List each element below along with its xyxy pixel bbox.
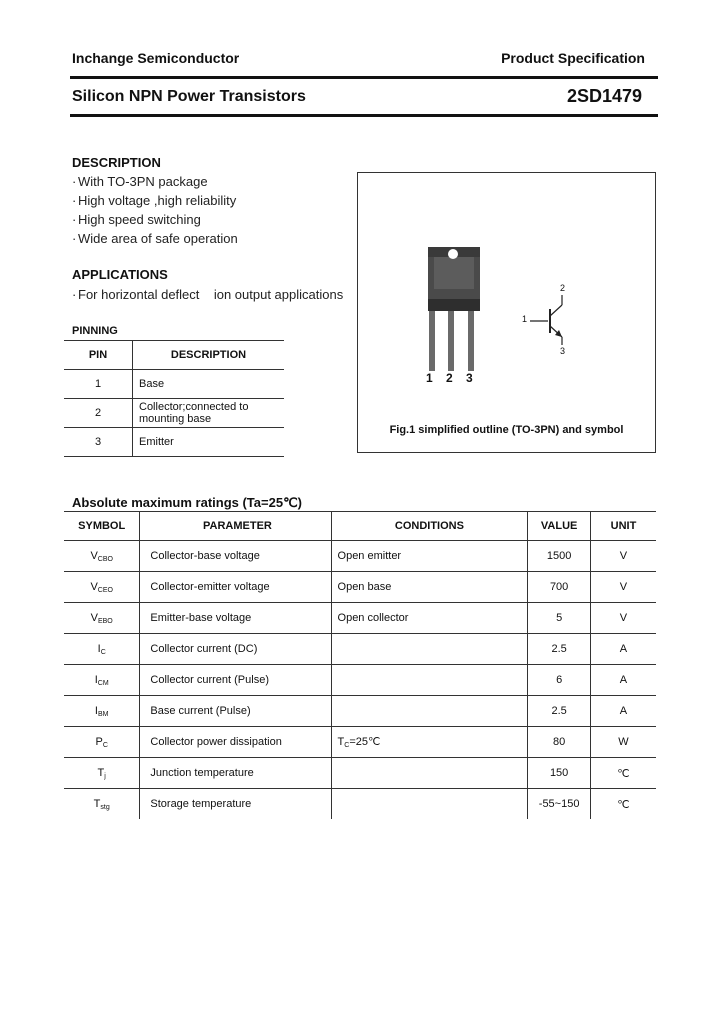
parameter-cell: Base current (Pulse) [140,696,331,727]
mounting-hole [448,249,458,259]
table-row [64,696,656,727]
symbol-cell: $T_{stg}$ [64,789,140,820]
table-row [64,758,656,789]
part-number: 2SD1479 [566,86,642,106]
unit-cell: ℃ [590,789,656,820]
conditions-header: CONDITIONS [331,512,528,541]
value-cell: 5 [528,603,591,634]
description-item: · Wide area of safe operation [72,231,238,246]
pinning-table [64,340,284,457]
symbol-collector-label: 2 [560,283,566,293]
value-cell: -55~150 [528,789,591,820]
symbol-cell: $I_{BM}$ [64,696,140,727]
description-item: · High voltage ,high reliability [72,193,237,208]
parameter-cell: Collector-emitter voltage [140,572,331,603]
symbol-header: SYMBOL [64,512,140,541]
lead-label-1: 1 [426,371,433,385]
table-row: 3 Emitter [64,428,284,457]
value-cell: 2.5 [528,696,591,727]
table-row [64,634,656,665]
unit-cell: A [590,696,656,727]
value-cell: 1500 [528,541,591,572]
conditions-cell [331,696,528,727]
applications-heading: APPLICATIONS [72,267,168,282]
description-item: · High speed switching [72,212,201,227]
parameter-cell: Collector power dissipation [140,727,331,758]
product-line: Silicon NPN Power Transistors [72,88,306,105]
table-row: 2 Collector;connected to mounting base [64,399,284,428]
parameter-cell: Storage temperature [140,789,331,820]
table-row [64,541,656,572]
symbol-cell: $T_j$ [64,758,140,789]
package-outline-image [358,173,655,413]
unit-cell: V [590,572,656,603]
lead-label-2: 2 [446,371,453,385]
symbol-cell: $V_{EBO}$ [64,603,140,634]
conditions-cell [331,758,528,789]
pin-desc-header: DESCRIPTION [133,341,285,370]
value-header: VALUE [528,512,591,541]
value-cell: 700 [528,572,591,603]
conditions-cell [331,634,528,665]
parameter-header: PARAMETER [140,512,331,541]
unit-cell: W [590,727,656,758]
parameter-cell: Emitter-base voltage [140,603,331,634]
conditions-cell: $T_C=25℃$ [331,727,528,758]
figure-box [357,172,656,453]
table-row [64,665,656,696]
parameter-cell: Junction temperature [140,758,331,789]
table-row [64,572,656,603]
conditions-cell [331,665,528,696]
value-cell: 150 [528,758,591,789]
lead-1 [429,311,435,371]
table-row [64,603,656,634]
unit-cell: ℃ [590,758,656,789]
company-name: Inchange Semiconductor [72,50,240,66]
symbol-emitter-label: 3 [560,346,566,356]
description-heading: DESCRIPTION [72,155,161,170]
conditions-cell: Open base [331,572,528,603]
symbol-cell: $I_{CM}$ [64,665,140,696]
unit-header: UNIT [590,512,656,541]
description-item: · With TO-3PN package [72,174,208,189]
figure-caption: Fig.1 simplified outline (TO-3PN) and symbol [389,424,624,436]
conditions-cell: Open collector [331,603,528,634]
unit-cell: V [590,541,656,572]
symbol-cell: $V_{CEO}$ [64,572,140,603]
doc-type: Product Specification [501,50,645,66]
pin-header: PIN [64,341,133,370]
unit-cell: A [590,665,656,696]
table-row [64,727,656,758]
table-row: 1 Base [64,370,284,399]
unit-cell: A [590,634,656,665]
lead-2 [448,311,454,371]
unit-cell: V [590,603,656,634]
value-cell: 80 [528,727,591,758]
ratings-title: Absolute maximum ratings (Ta=25℃) [72,495,302,510]
pinning-heading: PINNING [72,325,118,337]
symbol-base-label: 1 [522,314,528,324]
symbol-cell: $V_{CBO}$ [64,541,140,572]
conditions-cell: Open emitter [331,541,528,572]
parameter-cell: Collector current (DC) [140,634,331,665]
ratings-table [64,511,656,819]
lead-label-3: 3 [466,371,473,385]
value-cell: 2.5 [528,634,591,665]
table-row [64,789,656,820]
parameter-cell: Collector-base voltage [140,541,331,572]
application-item: · For horizontal deflect ion output applications [72,287,344,302]
conditions-cell [331,789,528,820]
lead-3 [468,311,474,371]
symbol-cell: $I_C$ [64,634,140,665]
header-rule [70,76,658,79]
symbol-cell: $P_C$ [64,727,140,758]
value-cell: 6 [528,665,591,696]
parameter-cell: Collector current (Pulse) [140,665,331,696]
title-rule [70,114,658,117]
